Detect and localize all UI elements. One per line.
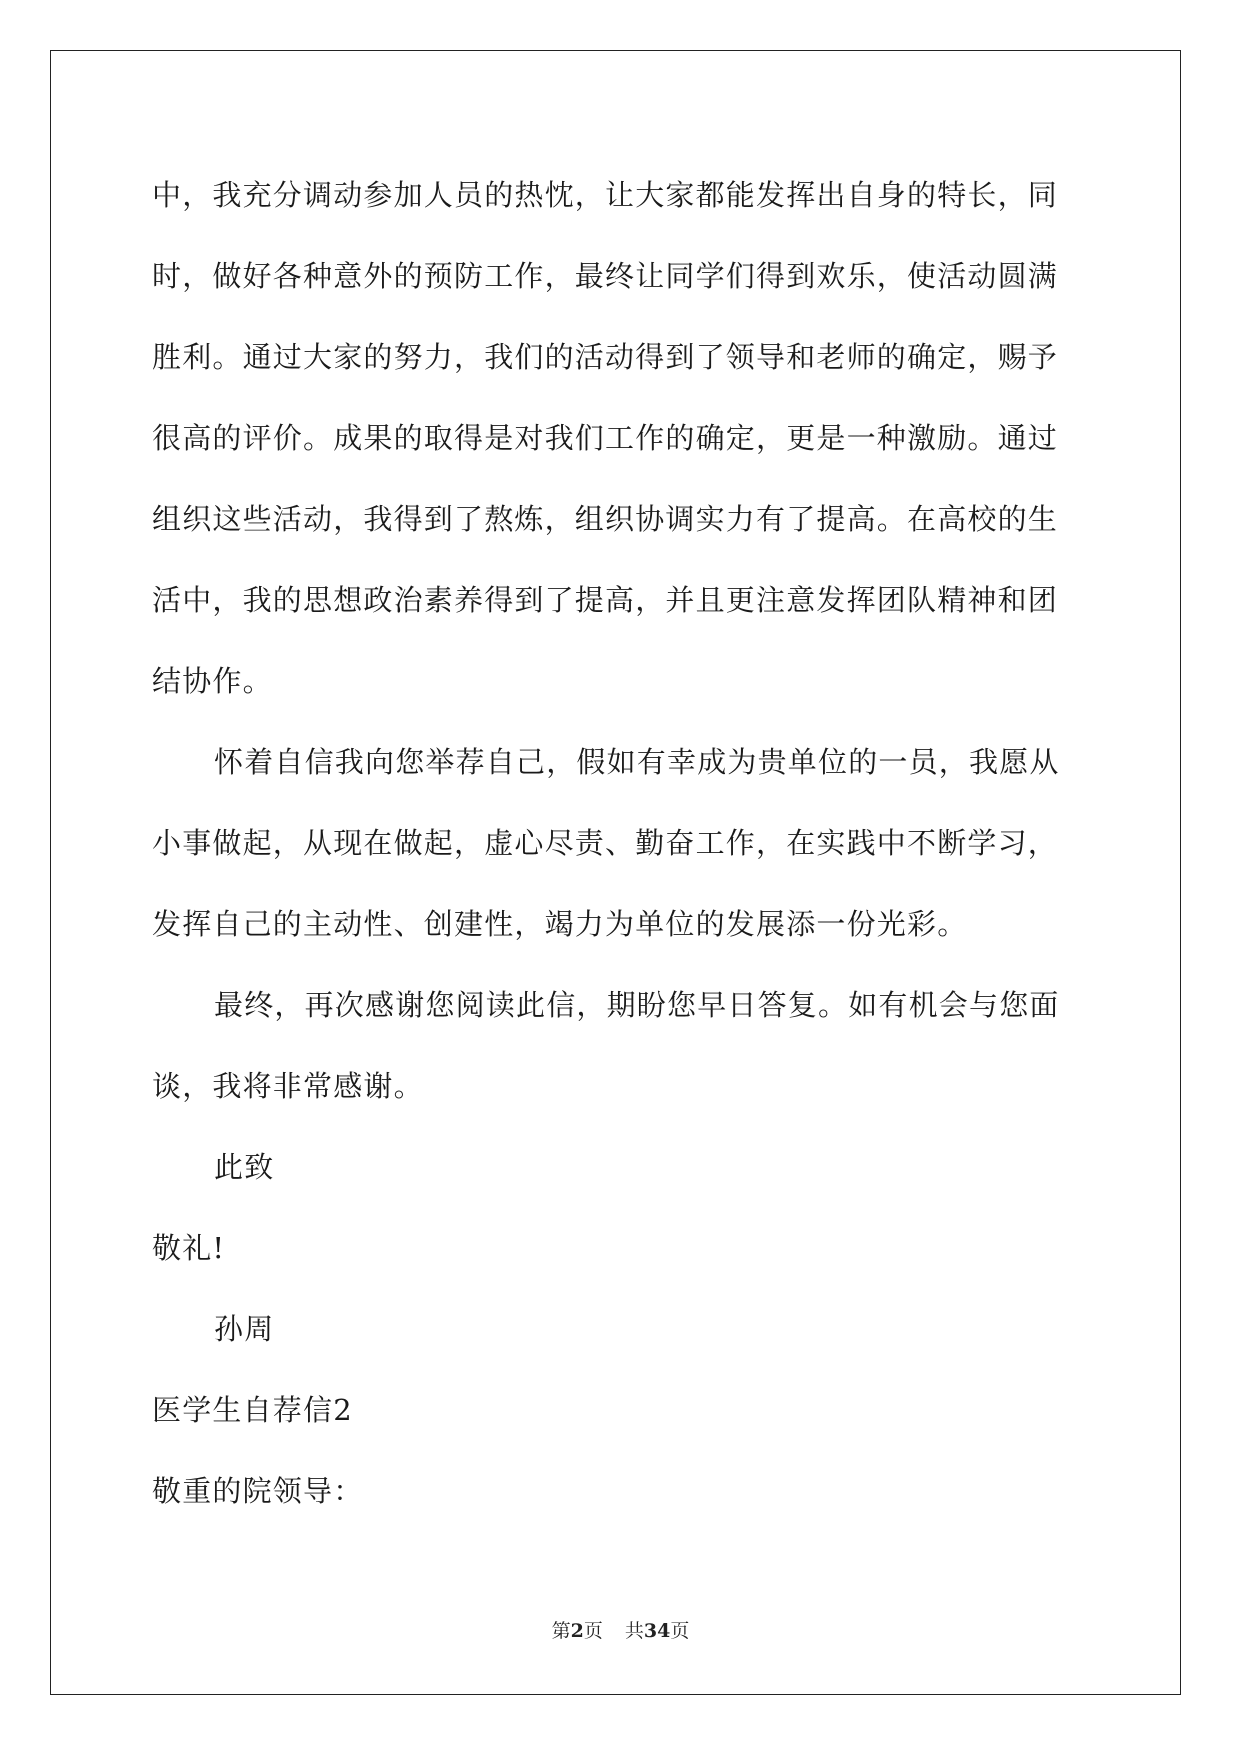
total-pages: 34 bbox=[643, 1620, 671, 1642]
closing-salutation: 此致 bbox=[214, 1150, 275, 1184]
total-suffix: 页 bbox=[670, 1620, 690, 1642]
letter-greeting: 敬重的院领导： bbox=[152, 1474, 364, 1508]
text-line: 时，做好各种意外的预防工作，最终让同学们得到欢乐，使活动圆满 bbox=[152, 259, 1059, 293]
page-suffix: 页 bbox=[583, 1620, 603, 1642]
text-line: 结协作。 bbox=[152, 664, 273, 698]
document-body bbox=[152, 165, 1082, 1542]
text-line: 活中，我的思想政治素养得到了提高，并且更注意发挥团队精神和团 bbox=[152, 583, 1059, 617]
closing-regards: 敬礼! bbox=[152, 1231, 226, 1265]
text-line: 胜利。通过大家的努力，我们的活动得到了领导和老师的确定，赐予 bbox=[152, 340, 1059, 374]
page-footer bbox=[0, 1616, 1241, 1643]
text-line: 很高的评价。成果的取得是对我们工作的确定，更是一种激励。通过 bbox=[152, 421, 1059, 455]
text-line: 中，我充分调动参加人员的热忱，让大家都能发挥出自身的特长，同 bbox=[152, 178, 1059, 212]
total-prefix: 共 bbox=[624, 1620, 644, 1642]
text-line: 最终，再次感谢您阅读此信，期盼您早日答复。如有机会与您面 bbox=[214, 988, 1060, 1022]
text-line: 怀着自信我向您举荐自己，假如有幸成为贵单位的一员，我愿从 bbox=[214, 745, 1060, 779]
page-prefix: 第 bbox=[551, 1620, 571, 1642]
section-title: 医学生自荐信2 bbox=[152, 1393, 353, 1427]
text-line: 发挥自己的主动性、创建性，竭力为单位的发展添一份光彩。 bbox=[152, 907, 968, 941]
text-line: 小事做起，从现在做起，虚心尽责、勤奋工作，在实践中不断学习， bbox=[152, 826, 1059, 860]
signature-name: 孙周 bbox=[214, 1312, 275, 1346]
text-line: 组织这些活动，我得到了熬炼，组织协调实力有了提高。在高校的生 bbox=[152, 502, 1059, 536]
page-number: 2 bbox=[570, 1620, 584, 1642]
text-line: 谈，我将非常感谢。 bbox=[152, 1069, 424, 1103]
